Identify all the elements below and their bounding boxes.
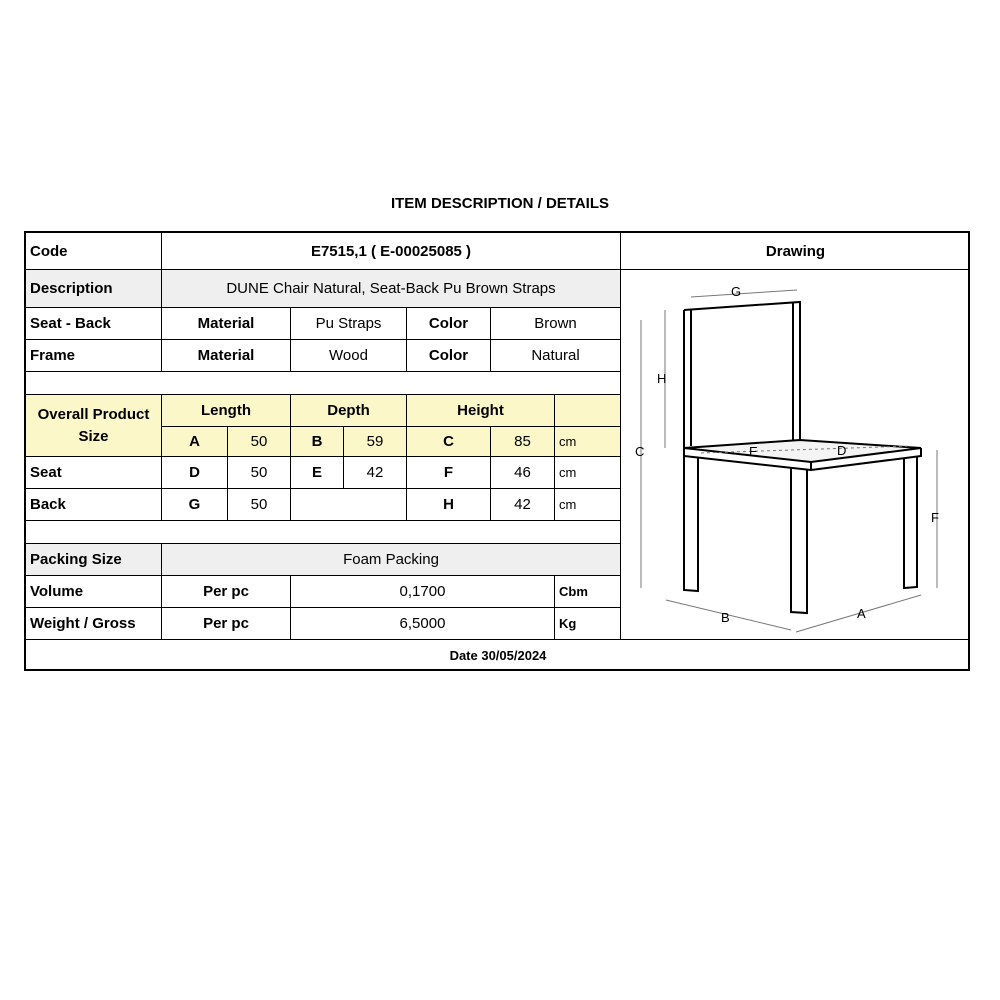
label-d: D [837,443,847,458]
label-b: B [721,610,730,625]
weight-label: Weight / Gross [26,608,162,640]
seat-back-label: Seat - Back [26,308,162,340]
frame-color-label: Color [407,340,491,372]
label-c: C [635,444,645,459]
dim-c-key: C [407,427,491,457]
overall-size-label [26,395,162,457]
drawing-border [621,270,970,640]
dim-f-value: 46 [491,457,555,489]
drawing-header: Drawing [621,233,970,270]
dim-e-key: E [291,457,344,489]
volume-value: 0,1700 [291,576,555,608]
seat-label: Seat [26,457,162,489]
weight-value: 6,5000 [291,608,555,640]
back-label: Back [26,489,162,521]
dim-a-key: A [162,427,228,457]
overall-size-label-line2: Size [78,427,109,445]
volume-per: Per pc [162,576,291,608]
packing-label: Packing Size [26,544,162,576]
dim-a-value: 50 [228,427,291,457]
volume-label: Volume [26,576,162,608]
length-header: Length [162,395,291,427]
overall-unit: cm [555,427,621,457]
packing-value: Foam Packing [162,544,621,576]
volume-unit: Cbm [555,576,621,608]
seat-back-color-label: Color [407,308,491,340]
label-a: A [857,606,866,621]
height-header-text: Height [457,402,504,419]
spacer-row [26,372,621,395]
date-row: Date 30/05/2024 [449,648,547,663]
spec-sheet [24,231,970,671]
label-h: H [657,371,667,386]
dim-g-key: G [162,489,228,521]
dim-d-value: 50 [228,457,291,489]
unit-header-empty [555,395,621,427]
seat-back-color: Brown [491,308,621,340]
back-empty-cell [291,489,407,521]
label-e: E [749,444,758,459]
dim-f-key: F [407,457,491,489]
seat-back-material: Pu Straps [291,308,407,340]
frame-material: Wood [291,340,407,372]
dim-c-value: 85 [491,427,555,457]
description-label: Description [26,270,162,308]
depth-header: Depth [291,395,407,427]
document-title: ITEM DESCRIPTION / DETAILS [390,195,610,212]
overall-size-label-line1: Overall Product [37,405,150,423]
dim-g-value: 50 [228,489,291,521]
frame-color: Natural [491,340,621,372]
dim-b-value: 59 [344,427,407,457]
description-value: DUNE Chair Natural, Seat-Back Pu Brown Straps [162,270,621,308]
label-g: G [731,284,742,299]
weight-unit: Kg [555,608,621,640]
dim-h-value: 42 [491,489,555,521]
height-header [407,395,555,427]
dim-h-key: H [407,489,491,521]
dim-d-key: D [162,457,228,489]
seat-unit: cm [555,457,621,489]
frame-material-label: Material [162,340,291,372]
dim-b-key: B [291,427,344,457]
back-unit: cm [555,489,621,521]
seat-back-material-label: Material [162,308,291,340]
code-label: Code [26,233,162,270]
label-f: F [931,510,939,525]
code-value: E7515,1 ( E-00025085 ) [162,233,621,270]
weight-per: Per pc [162,608,291,640]
frame-label: Frame [26,340,162,372]
dim-e-value: 42 [344,457,407,489]
spacer-row-2 [26,521,621,544]
